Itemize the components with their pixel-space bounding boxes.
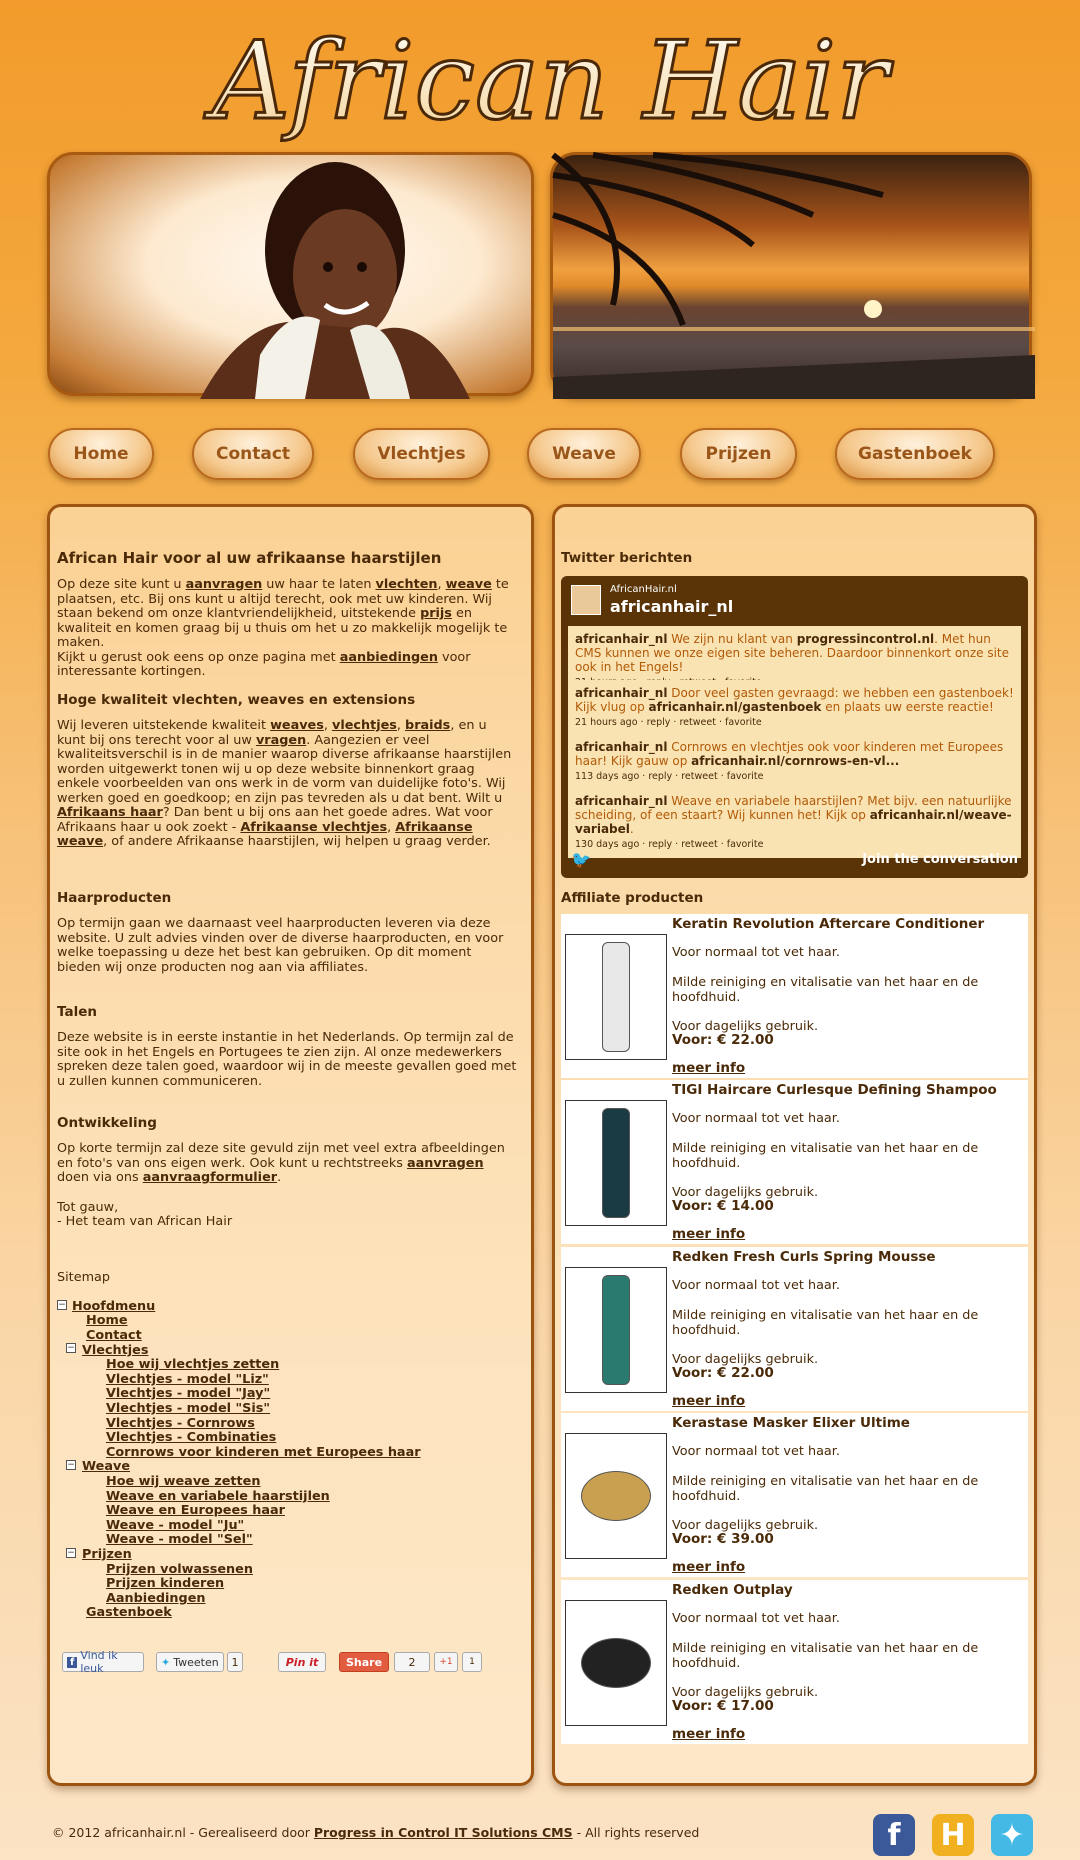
sitemap-link[interactable]: Contact xyxy=(86,1328,142,1343)
products-paragraph: Op termijn gaan we daarnaast veel haarproducten leveren via deze website. U zult advies vinden over de diverse haarproducten, en voor welke toepassing u deze het best kan gebruiken. Op dit moment bieden wij onze producten nog aan via affiliates. xyxy=(57,916,504,975)
tweet-item xyxy=(568,734,1021,790)
tweet-count: 1 xyxy=(227,1652,243,1672)
product-image[interactable] xyxy=(565,1267,667,1393)
product-desc-3: Voor dagelijks gebruik. xyxy=(672,1185,819,1200)
footer-cms-link[interactable]: Progress in Control IT Solutions CMS xyxy=(313,1825,573,1840)
quality-paragraph: Wij leveren uitstekende kwaliteit weaves, vlechtjes, braids, en u kunt bij ons terecht voor al uw vragen. Aangezien er veel kwaliteitsverschil is in de manier waarop diverse afrikaanse haarstijlen worden uitgewerkt tonen wij u op deze website binnenkort graag enkele voorbeelden van ons werk in de vorm van duidelijke foto's. Wij werken goed en goedkoop; en zijn pas tevreden als u dat bent. Wilt u Afrikaans haar? Dan bent u bij ons aan het goede adres. Wat voor Afrikaans haar u ook zoekt - Afrikaanse vlechtjes, Afrikaanse weave, of andere Afrikaanse haarstijlen, wij helpen u graag verder. xyxy=(57,718,512,849)
pinterest-button[interactable]: Pin it xyxy=(278,1652,326,1672)
product-image[interactable] xyxy=(565,1600,667,1726)
quality-heading: Hoge kwaliteit vlechten, weaves en extensions xyxy=(57,692,416,708)
link-vlechten[interactable]: vlechten xyxy=(375,577,438,592)
link-vragen[interactable]: vragen xyxy=(255,732,307,748)
tweet-meta: 130 days ago · reply · retweet · favorite xyxy=(575,839,764,850)
facebook-icon[interactable]: f xyxy=(873,1814,915,1856)
product-card xyxy=(561,914,1028,1078)
tweet-text-pre: Door veel gasten gevraagd: we hebben een gastenboek! Kijk vlug op xyxy=(575,686,1014,714)
link-aanvraagformulier[interactable]: aanvraagformulier xyxy=(142,1170,278,1185)
product-more-info-link[interactable]: meer info xyxy=(672,1726,746,1742)
sitemap-link[interactable]: Prijzen xyxy=(82,1547,132,1562)
link-aanvragen[interactable]: aanvragen xyxy=(185,577,263,592)
collapse-hoofdmenu-icon[interactable]: − xyxy=(58,1300,66,1310)
product-bottle xyxy=(602,942,630,1052)
product-desc-2: Milde reiniging en vitalisatie van het haar en de hoofdhuid. xyxy=(672,1474,979,1504)
product-title: Keratin Revolution Aftercare Conditioner xyxy=(672,916,985,932)
sitemap-link[interactable]: Vlechtjes xyxy=(82,1343,149,1358)
product-image[interactable] xyxy=(565,934,667,1060)
link-aanvragen-2[interactable]: aanvragen xyxy=(406,1155,484,1171)
product-title: Redken Fresh Curls Spring Mousse xyxy=(672,1249,936,1265)
sitemap-link[interactable]: Hoe wij vlechtjes zetten xyxy=(106,1357,280,1372)
twitter-bird-icon[interactable]: 🐦 xyxy=(571,850,591,869)
nav-home[interactable]: Home xyxy=(48,428,154,480)
sitemap-link[interactable]: Vlechtjes - Cornrows xyxy=(106,1416,255,1431)
footer-post: - All rights reserved xyxy=(572,1825,700,1840)
tweet-time: 130 days ago xyxy=(575,839,640,850)
tweet-link[interactable]: africanhair.nl/weave-variabel xyxy=(575,808,1012,836)
product-bottle xyxy=(581,1638,651,1688)
sitemap-link[interactable]: Prijzen volwassenen xyxy=(106,1562,253,1577)
product-desc-1: Voor normaal tot vet haar. xyxy=(672,945,840,960)
product-image[interactable] xyxy=(565,1100,667,1226)
sitemap-title: Sitemap xyxy=(57,1270,110,1285)
product-desc-2: Milde reiniging en vitalisatie van het haar en de hoofdhuid. xyxy=(672,1308,979,1338)
hyves-icon[interactable]: H xyxy=(932,1814,974,1856)
sitemap-link[interactable]: Hoofdmenu xyxy=(72,1299,156,1314)
tweet-item xyxy=(568,680,1021,736)
sitemap-link[interactable]: Weave en Europees haar xyxy=(106,1503,285,1518)
sitemap-link[interactable]: Aanbiedingen xyxy=(106,1591,206,1606)
sitemap-link[interactable]: Prijzen kinderen xyxy=(106,1576,225,1591)
tweet-link[interactable]: progressincontrol.nl xyxy=(796,632,935,646)
site-logo[interactable] xyxy=(212,0,888,160)
product-price: Voor: € 22.00 xyxy=(672,1365,774,1381)
product-title: Redken Outplay xyxy=(672,1582,793,1598)
tweet-handle[interactable]: africanhair_nl xyxy=(575,686,668,700)
tweet-time: 113 days ago xyxy=(575,771,640,782)
tweet-button[interactable] xyxy=(156,1652,224,1672)
signoff-line1: Tot gauw, xyxy=(57,1200,119,1215)
twitter-account-small: AfricanHair.nl xyxy=(610,584,677,595)
google-plus-button[interactable]: +1 xyxy=(434,1652,458,1672)
like-label: Vind ik leuk xyxy=(80,1649,118,1675)
link-afrikaanse-weave[interactable]: Afrikaanse weave xyxy=(57,819,473,849)
sitemap-link[interactable]: Weave xyxy=(82,1459,130,1474)
tweet-actions[interactable]: reply · retweet · favorite xyxy=(648,839,764,850)
footer-pre: © 2012 africanhair.nl - Gerealiseerd door xyxy=(52,1825,314,1840)
product-desc-1: Voor normaal tot vet haar. xyxy=(672,1111,840,1126)
languages-paragraph: Deze website is in eerste instantie in het Nederlands. Op termijn zal de site ook in het Engels en Portugees te zien zijn. Al onze medewerkers spreken deze talen goed, waardoor wij in de meeste gevallen goed met u zullen kunnen communiceren. xyxy=(57,1030,517,1089)
product-price: Voor: € 14.00 xyxy=(672,1198,774,1214)
header-photo-woman xyxy=(47,152,534,396)
sitemap-link[interactable]: Weave - model "Sel" xyxy=(106,1532,253,1547)
product-desc-1: Voor normaal tot vet haar. xyxy=(672,1444,840,1459)
join-conversation-link[interactable]: Join the conversation xyxy=(862,852,1018,867)
product-more-info-link[interactable]: meer info xyxy=(672,1060,746,1076)
product-desc-3: Voor dagelijks gebruik. xyxy=(672,1685,819,1700)
tweet-text-post: . Met hun CMS kunnen we onze eigen site beheren. Daardoor binnenkort onze site ook in het Engels! xyxy=(575,632,1010,674)
twitter-icon[interactable]: ✦ xyxy=(991,1814,1033,1856)
product-card xyxy=(561,1580,1028,1744)
product-price: Voor: € 22.00 xyxy=(672,1032,774,1048)
sitemap-link[interactable]: Cornrows voor kinderen met Europees haar xyxy=(106,1445,421,1460)
sitemap-link[interactable]: Weave en variabele haarstijlen xyxy=(106,1489,330,1504)
sitemap-link[interactable]: Gastenboek xyxy=(86,1605,172,1620)
tweet-handle[interactable]: africanhair_nl xyxy=(575,740,668,754)
tweet-meta: 113 days ago · reply · retweet · favorite xyxy=(575,771,764,782)
link-braids[interactable]: braids xyxy=(405,718,451,733)
tweet-text-pre: We zijn nu klant van xyxy=(671,632,797,646)
tweet-label: Tweeten xyxy=(173,1655,219,1669)
twitter-section-title: Twitter berichten xyxy=(561,550,693,566)
link-weave[interactable]: weave xyxy=(445,577,492,592)
collapse-prijzen-icon[interactable]: − xyxy=(67,1548,75,1558)
facebook-icon: f xyxy=(67,1657,77,1668)
product-desc-2: Milde reiniging en vitalisatie van het haar en de hoofdhuid. xyxy=(672,975,979,1005)
link-aanbiedingen[interactable]: aanbiedingen xyxy=(339,649,438,665)
product-desc-3: Voor dagelijks gebruik. xyxy=(672,1019,819,1034)
tweet-text-post: . xyxy=(629,822,634,836)
sitemap-link[interactable]: Vlechtjes - model "Liz" xyxy=(106,1372,269,1387)
product-bottle xyxy=(581,1471,651,1521)
development-paragraph: Op korte termijn zal deze site gevuld zijn met veel extra afbeeldingen en foto's van ons eigen werk. Ook kunt u rechtstreeks aanvragen doen via ons aanvraagformulier. xyxy=(57,1141,505,1185)
product-card xyxy=(561,1413,1028,1577)
product-desc-2: Milde reiniging en vitalisatie van het haar en de hoofdhuid. xyxy=(672,1641,979,1671)
twitter-avatar xyxy=(571,585,601,615)
google-plus-count: 1 xyxy=(462,1652,482,1672)
sitemap-link[interactable]: Vlechtjes - model "Sis" xyxy=(106,1401,271,1416)
tweet-actions[interactable]: reply · retweet · favorite xyxy=(648,771,764,782)
nav-gastenboek[interactable]: Gastenboek xyxy=(835,428,995,480)
product-card xyxy=(561,1247,1028,1411)
link-afrikaans-haar[interactable]: Afrikaans haar xyxy=(57,805,163,820)
tweet-link[interactable]: africanhair.nl/gastenboek xyxy=(648,700,822,714)
sitemap-link[interactable]: Weave - model "Ju" xyxy=(106,1518,245,1533)
product-desc-2: Milde reiniging en vitalisatie van het haar en de hoofdhuid. xyxy=(672,1141,979,1171)
share-count: 2 xyxy=(394,1652,430,1672)
product-desc-1: Voor normaal tot vet haar. xyxy=(672,1611,840,1626)
product-more-info-link[interactable]: meer info xyxy=(672,1393,746,1409)
main-heading: African Hair voor al uw afrikaanse haarstijlen xyxy=(57,549,442,567)
tweet-handle[interactable]: africanhair_nl xyxy=(575,794,668,808)
product-card xyxy=(561,1080,1028,1244)
nav-vlechtjes[interactable]: Vlechtjes xyxy=(353,428,490,480)
link-prijs[interactable]: prijs xyxy=(420,606,452,621)
share-button[interactable]: Share xyxy=(339,1652,389,1672)
languages-heading: Talen xyxy=(57,1004,97,1020)
twitter-small-icon: ✦ xyxy=(161,1655,171,1669)
tweet-time: 21 hours ago xyxy=(575,717,638,728)
link-vlechtjes[interactable]: vlechtjes xyxy=(331,718,397,733)
products-heading: Haarproducten xyxy=(57,890,172,906)
development-heading: Ontwikkeling xyxy=(57,1115,157,1131)
tweet-actions[interactable]: reply · retweet · favorite xyxy=(646,717,762,728)
nav-prijzen[interactable]: Prijzen xyxy=(680,428,797,480)
product-desc-3: Voor dagelijks gebruik. xyxy=(672,1518,819,1533)
signoff-line2: - Het team van African Hair xyxy=(57,1214,233,1229)
collapse-weave-icon[interactable]: − xyxy=(67,1460,75,1470)
collapse-vlechtjes-icon[interactable]: − xyxy=(67,1343,75,1353)
twitter-widget xyxy=(561,576,1028,878)
affiliate-title: Affiliate producten xyxy=(561,890,704,906)
header-photo-sunset xyxy=(550,152,1032,396)
product-title: Kerastase Masker Elixer Ultime xyxy=(672,1415,910,1431)
product-more-info-link[interactable]: meer info xyxy=(672,1559,746,1575)
product-bottle xyxy=(602,1108,630,1218)
product-desc-1: Voor normaal tot vet haar. xyxy=(672,1278,840,1293)
logo-text: African Hair xyxy=(212,19,888,144)
product-title: TIGI Haircare Curlesque Defining Shampoo xyxy=(672,1082,997,1098)
product-image[interactable] xyxy=(565,1433,667,1559)
intro-paragraph: Op deze site kunt u aanvragen uw haar te laten vlechten, weave te plaatsen, etc. Bij ons kunt u altijd terecht, ook met uw kinderen. Wij staan bekend om onze klantvriendelijkheid, uitstekende prijs en kwaliteit en komen graag bij u thuis om het u zo makkelijk mogelijk te maken. Kijkt u gerust ook eens op onze pagina met aanbiedingen voor interessante kortingen. xyxy=(57,577,509,679)
sitemap-link[interactable]: Home xyxy=(86,1313,128,1328)
tweet-meta: 21 hours ago · reply · retweet · favorite xyxy=(575,717,762,728)
product-bottle xyxy=(602,1275,630,1385)
tweet-text-post: en plaats uw eerste reactie! xyxy=(821,700,994,714)
facebook-like-button[interactable] xyxy=(62,1649,144,1675)
link-afrikaanse-vlechtjes[interactable]: Afrikaanse vlechtjes xyxy=(240,819,388,835)
tweet-link[interactable]: africanhair.nl/cornrows-en-vl... xyxy=(691,754,900,768)
product-more-info-link[interactable]: meer info xyxy=(672,1226,746,1242)
tweet-text-pre: Cornrows en vlechtjes ook voor kinderen met Europees haar! Kijk gauw op xyxy=(575,740,1004,768)
sitemap-link[interactable]: Vlechtjes - model "Jay" xyxy=(106,1386,271,1401)
nav-weave[interactable]: Weave xyxy=(527,428,641,480)
tweet-text-pre: Weave en variabele haarstijlen? Met bijv. een natuurlijke scheiding, of een staart? Wij kunnen het! Kijk op xyxy=(575,794,1012,822)
product-price: Voor: € 39.00 xyxy=(672,1531,774,1547)
sitemap-link[interactable]: Vlechtjes - Combinaties xyxy=(106,1430,277,1445)
nav-contact[interactable]: Contact xyxy=(192,428,314,480)
sitemap-link[interactable]: Hoe wij weave zetten xyxy=(106,1474,261,1489)
product-price: Voor: € 17.00 xyxy=(672,1698,774,1714)
tweet-item xyxy=(568,788,1021,858)
tweet-handle[interactable]: africanhair_nl xyxy=(575,632,668,646)
twitter-account[interactable]: africanhair_nl xyxy=(610,597,734,616)
link-weaves[interactable]: weaves xyxy=(270,718,324,733)
product-desc-3: Voor dagelijks gebruik. xyxy=(672,1352,819,1367)
footer-text xyxy=(52,1826,699,1841)
